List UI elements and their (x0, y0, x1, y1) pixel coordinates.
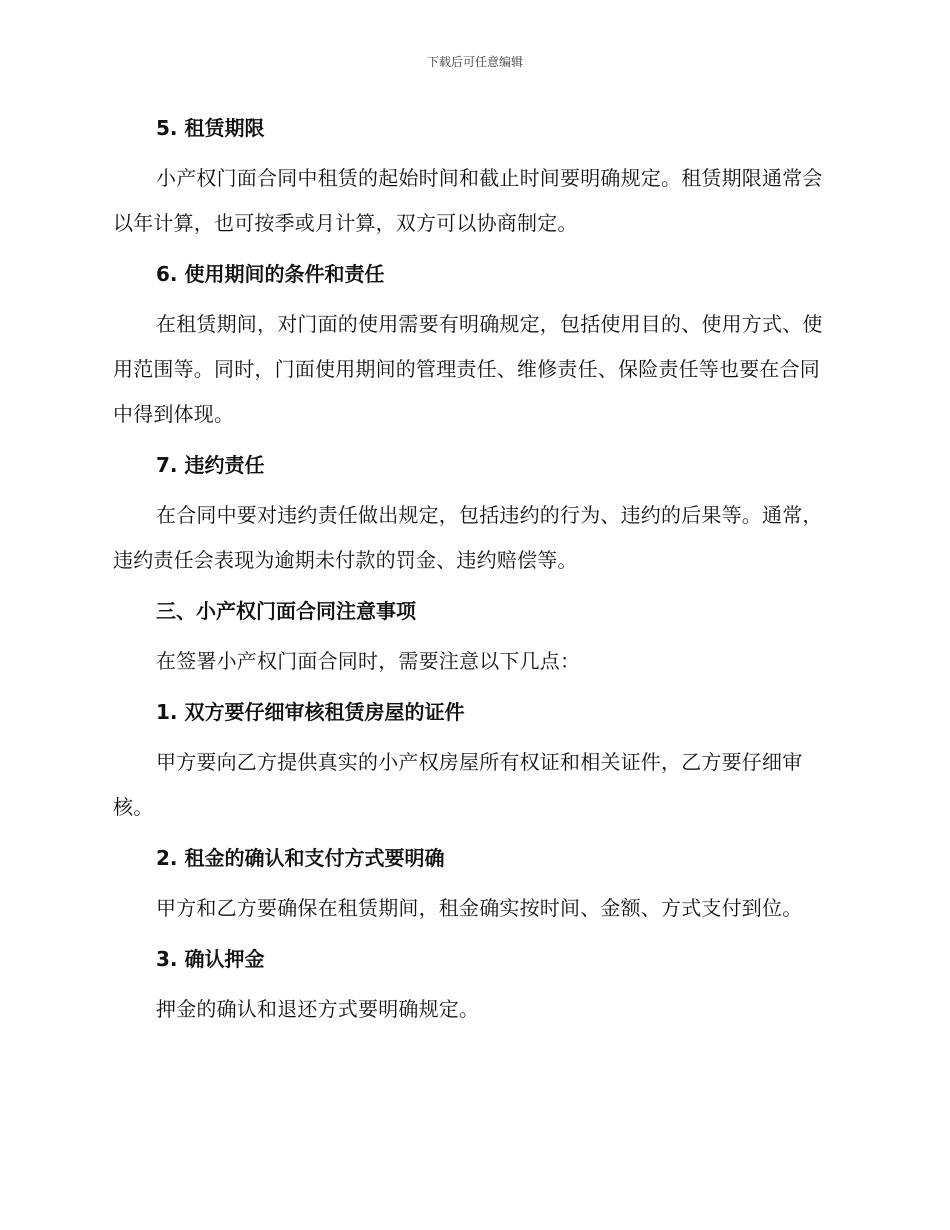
paragraph-deposit: 押金的确认和退还方式要明确规定。 (156, 997, 480, 1021)
paragraph-precautions-intro: 在签署小产权门面合同时，需要注意以下几点： (156, 649, 581, 673)
part-heading-precautions: 三、小产权门面合同注意事项 (156, 599, 416, 623)
paragraph-lease-term: 小产权门面合同中租赁的起始时间和截止时间要明确规定。租赁期限通常会以年计算，也可按季或月计算，双方可以协商制定。 (113, 166, 823, 235)
document-body (113, 110, 833, 1032)
note-heading-rent-payment: 2. 租金的确认和支付方式要明确 (156, 846, 445, 870)
section-heading-breach-liability: 7. 违约责任 (156, 453, 265, 477)
paragraph-breach-liability: 在合同中要对违约责任做出规定，包括违约的行为、违约的后果等。通常，违约责任会表现为逾期未付款的罚金、违约赔偿等。 (113, 503, 823, 572)
header-note: 下载后可任意编辑 (426, 55, 523, 69)
section-heading-lease-term: 5. 租赁期限 (156, 116, 265, 140)
paragraph-verify-documents: 甲方要向乙方提供真实的小产权房屋所有权证和相关证件，乙方要仔细审核。 (113, 750, 803, 819)
note-heading-verify-documents: 1. 双方要仔细审核租赁房屋的证件 (156, 700, 465, 724)
paragraph-rent-payment: 甲方和乙方要确保在租赁期间，租金确实按时间、金额、方式支付到位。 (156, 896, 803, 920)
section-heading-usage-conditions: 6. 使用期间的条件和责任 (156, 262, 385, 286)
note-heading-deposit: 3. 确认押金 (156, 947, 265, 971)
paragraph-usage-conditions: 在租赁期间，对门面的使用需要有明确规定，包括使用目的、使用方式、使用范围等。同时，门面使用期间的管理责任、维修责任、保险责任等也要在合同中得到体现。 (113, 312, 823, 426)
